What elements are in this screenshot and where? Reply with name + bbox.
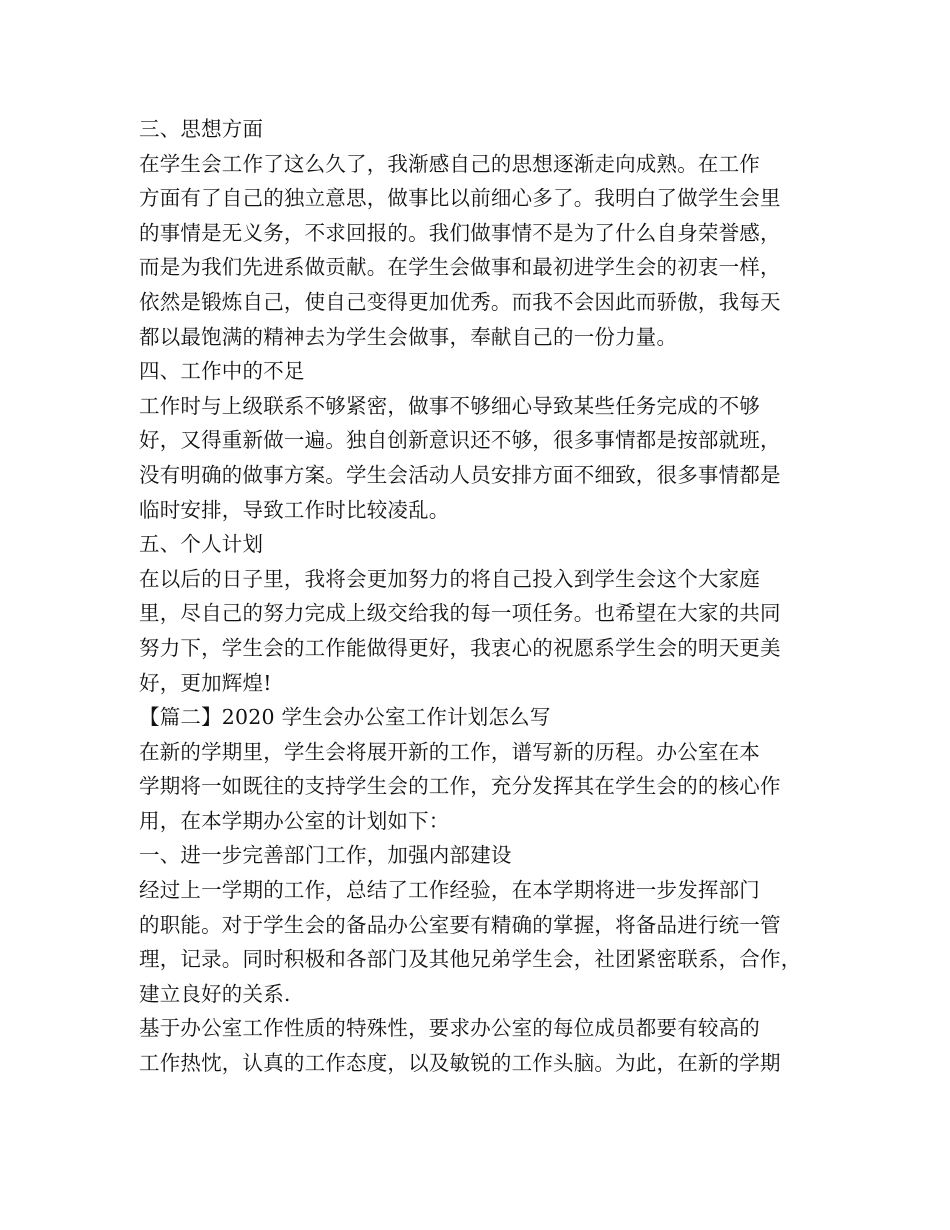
- paragraph-line: 在以后的日子里，我将会更加努力的将自己投入到学生会这个大家庭: [139, 566, 760, 591]
- paragraph-line: 没有明确的做事方案。学生会活动人员安排方面不细致，很多事情都是: [139, 462, 781, 487]
- paragraph-line: 的职能。对于学生会的备品办公室要有精确的掌握，将备品进行统一管: [139, 912, 781, 937]
- paragraph-line: 的事情是无义务，不求回报的。我们做事情不是为了什么自身荣誉感，: [139, 220, 781, 245]
- paragraph-line: 好，又得重新做一遍。独自创新意识还不够，很多事情都是按部就班，: [139, 428, 781, 453]
- paragraph-line: 在学生会工作了这么久了，我渐感自己的思想逐渐走向成熟。在工作: [139, 151, 760, 176]
- paragraph-line: 都以最饱满的精神去为学生会做事，奉献自己的一份力量。: [139, 324, 678, 349]
- paragraph-line: 建立良好的关系.: [139, 981, 291, 1006]
- paragraph-line: 而是为我们先进系做贡献。在学生会做事和最初进学生会的初衷一样，: [139, 255, 781, 280]
- section-heading-shortcomings: 四、工作中的不足: [139, 359, 305, 384]
- paragraph-line: 用，在本学期办公室的计划如下：: [139, 808, 450, 833]
- paragraph-line: 依然是锻炼自己，使自己变得更加优秀。而我不会因此而骄傲，我每天: [139, 289, 781, 314]
- paragraph-line: 好，更加辉煌!: [139, 670, 272, 695]
- section-heading-personal-plan: 五、个人计划: [139, 532, 264, 557]
- paragraph-line: 临时安排，导致工作时比较凌乱。: [139, 497, 450, 522]
- section-heading-department-work: 一、进一步完善部门工作，加强内部建设: [139, 843, 512, 868]
- paragraph-line: 努力下，学生会的工作能做得更好，我衷心的祝愿系学生会的明天更美: [139, 635, 781, 660]
- paragraph-line: 学期将一如既往的支持学生会的工作，充分发挥其在学生会的的核心作: [139, 774, 781, 799]
- paragraph-line: 理，记录。同时积极和各部门及其他兄弟学生会，社团紧密联系，合作，: [139, 947, 802, 972]
- paragraph-line: 里，尽自己的努力完成上级交给我的每一项任务。也希望在大家的共同: [139, 601, 781, 626]
- paragraph-line: 工作时与上级联系不够紧密，做事不够细心导致某些任务完成的不够: [139, 393, 760, 418]
- paragraph-line: 在新的学期里，学生会将展开新的工作，谱写新的历程。办公室在本: [139, 739, 760, 764]
- section-heading-ideology: 三、思想方面: [139, 117, 264, 141]
- paragraph-line: 经过上一学期的工作，总结了工作经验，在本学期将进一步发挥部门: [139, 878, 760, 903]
- paragraph-line: 方面有了自己的独立意思，做事比以前细心多了。我明白了做学生会里: [139, 186, 781, 211]
- paragraph-line: 工作热忱，认真的工作态度，以及敏锐的工作头脑。为此，在新的学期: [139, 1051, 781, 1076]
- article-title-part-two: 【篇二】2020 学生会办公室工作计划怎么写: [139, 705, 551, 730]
- paragraph-line: 基于办公室工作性质的特殊性，要求办公室的每位成员都要有较高的: [139, 1016, 760, 1041]
